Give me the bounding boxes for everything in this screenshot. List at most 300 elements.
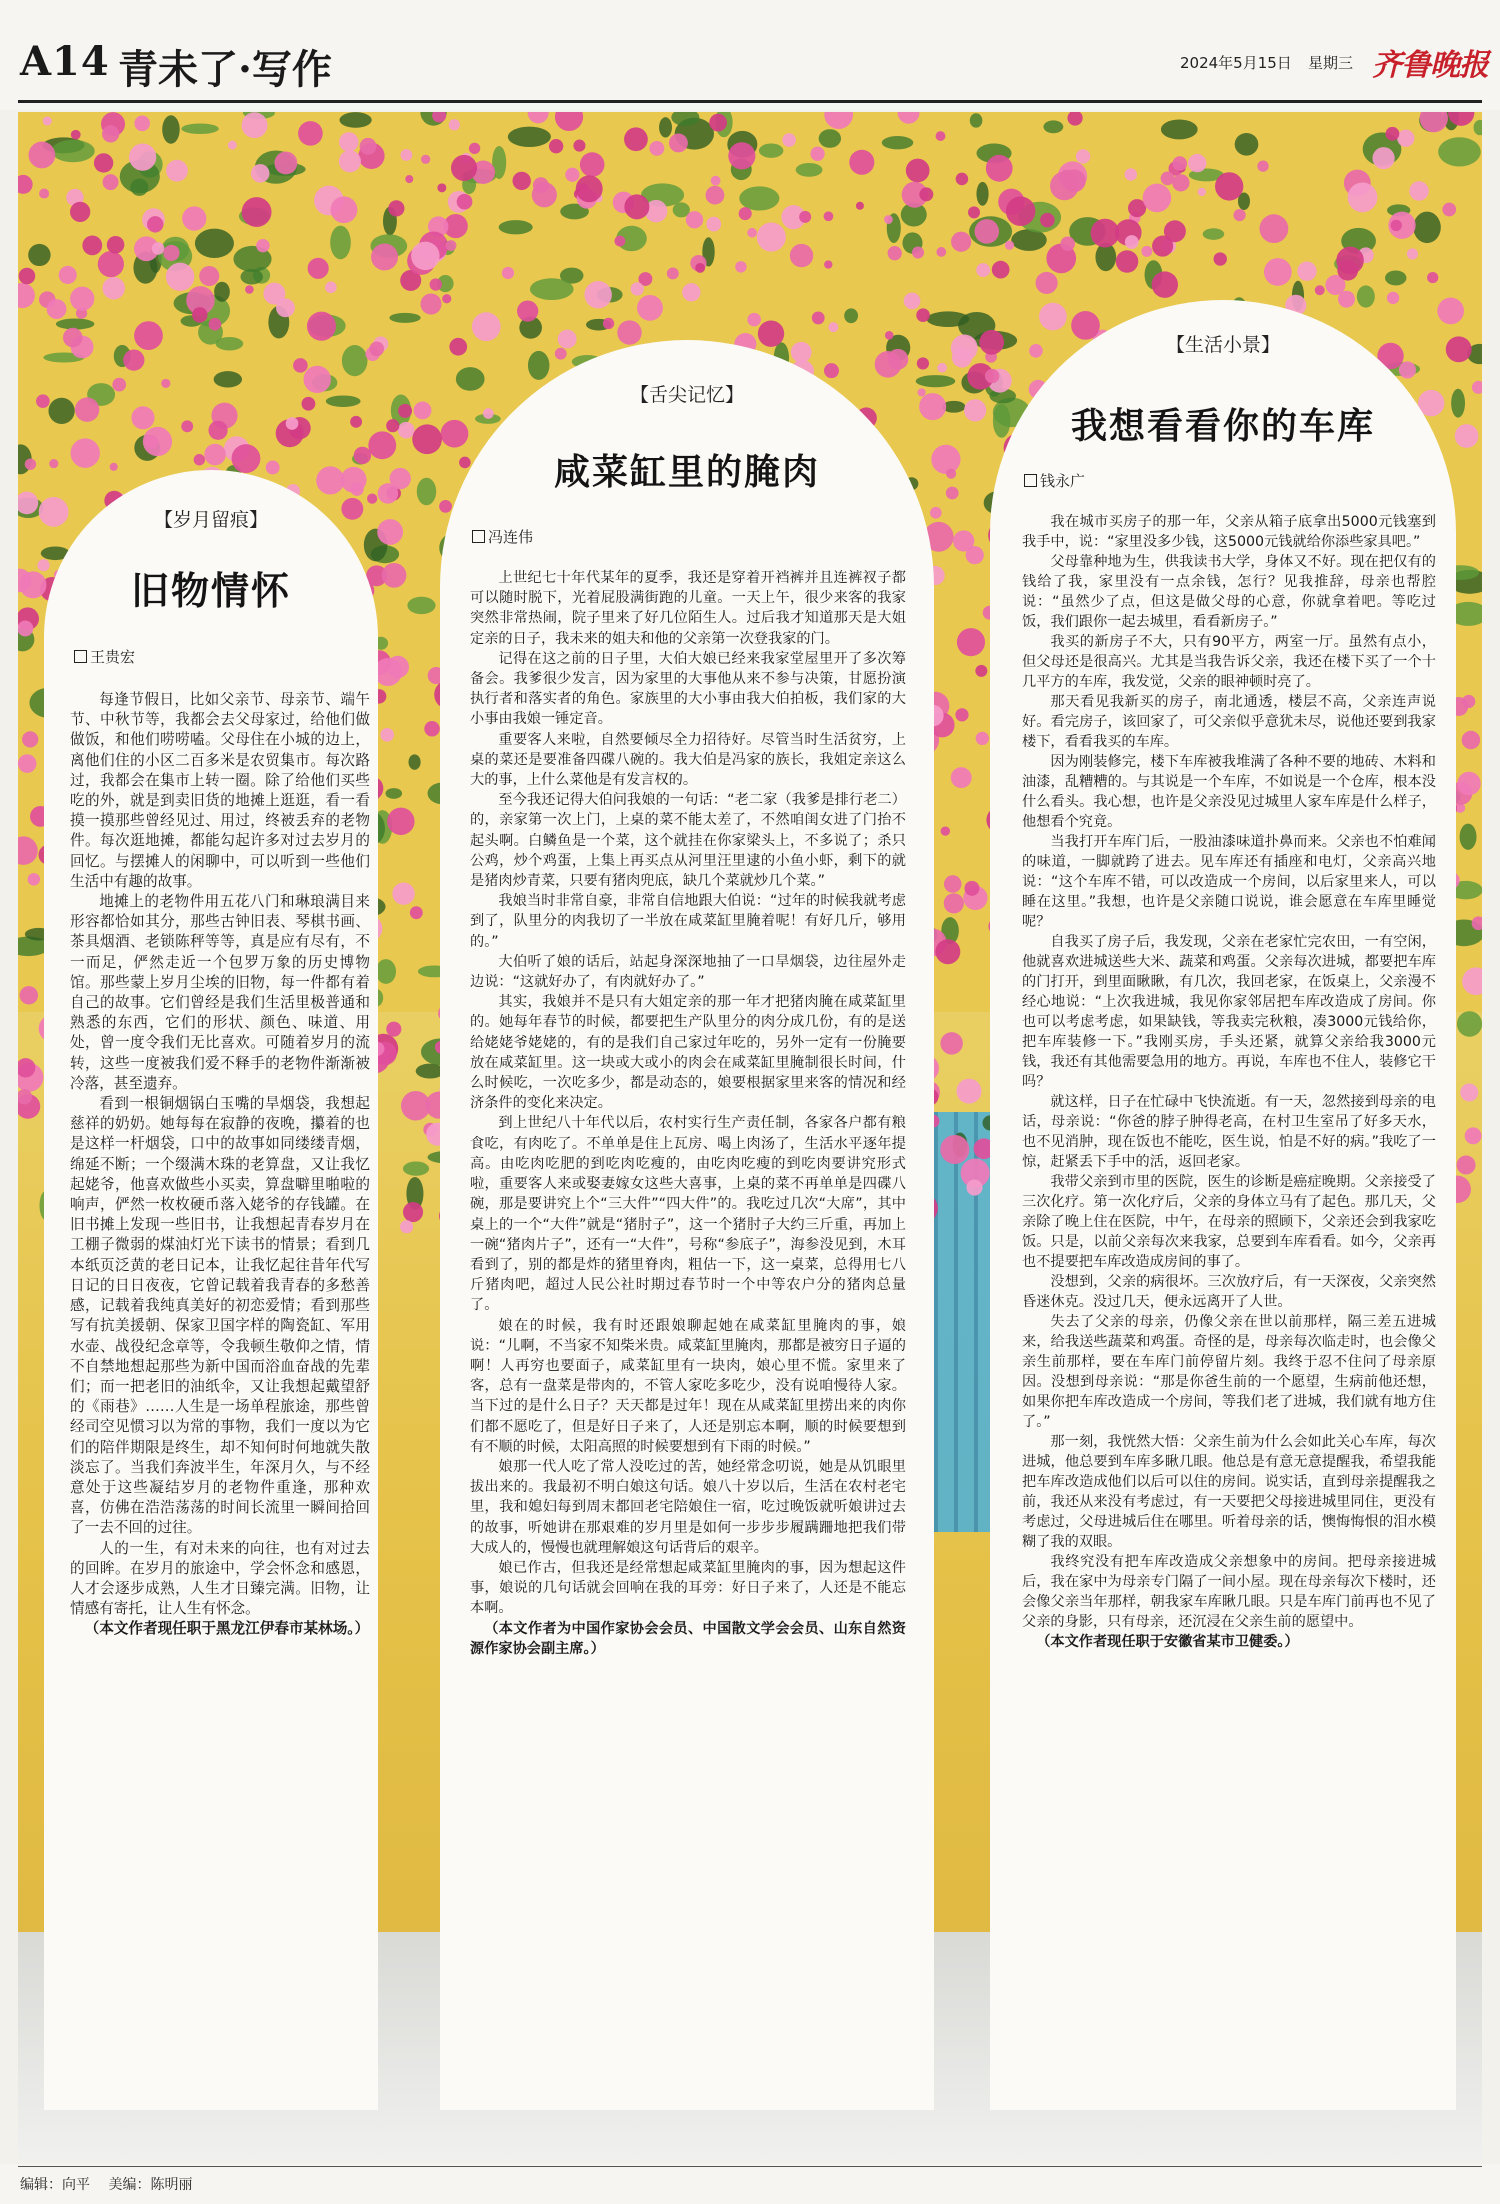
blossom bbox=[706, 217, 721, 232]
blossom bbox=[941, 826, 950, 835]
blossom bbox=[390, 468, 411, 489]
blossom bbox=[637, 295, 663, 321]
leaf bbox=[844, 308, 858, 323]
blossom bbox=[70, 202, 90, 222]
blossom bbox=[339, 150, 361, 172]
blossom bbox=[25, 459, 36, 470]
blossom bbox=[502, 267, 514, 279]
blossom bbox=[728, 142, 755, 169]
blossom bbox=[439, 500, 452, 513]
blossom bbox=[624, 127, 648, 151]
paragraph: 大伯听了娘的话后，站起身深深地抽了一口旱烟袋，边往屋外走边说：“这就好办了，有肉就好办了。” bbox=[470, 953, 906, 991]
page-header bbox=[0, 0, 1500, 110]
blossom bbox=[293, 358, 308, 373]
blossom bbox=[1198, 188, 1206, 196]
blossom bbox=[71, 438, 100, 467]
blossom bbox=[1372, 147, 1394, 169]
leaf bbox=[796, 163, 823, 177]
article-title: 旧物情怀 bbox=[130, 568, 291, 613]
paragraph: 就这样，日子在忙碌中飞快流逝。有一天，忽然接到母亲的电话，母亲说：“你爸的脖子肿得老高，在村卫生室吊了好多天水，也不见消肿，现在饭也不能吃，医生说，怕是不好的病。”我吃了一惊，赶紧丢下手中的活，返回老家。 bbox=[1022, 1094, 1436, 1170]
blossom bbox=[758, 320, 784, 346]
column-tag: 【生活小景】 bbox=[1165, 334, 1280, 356]
blossom bbox=[388, 200, 404, 216]
paragraph: 至今我还记得大伯问我娘的一句话：“老二家（我爹是排行老二）的，亲家第一次上门，上桌的菜不能太差了，不然咱闺女进了门抬不起头啊。白鳞鱼是一个菜，这个就挂在你家梁头上，不多说了；杀只公鸡，炒个鸡蛋，上集上再买点从河里汪里逮的小鱼小虾，剩下的就是猪肉炒青菜，只要有猪肉兜底，缺几个菜就炒几个菜。” bbox=[470, 792, 906, 890]
blossom bbox=[580, 152, 605, 177]
blossom bbox=[966, 1180, 982, 1196]
blossom bbox=[49, 459, 58, 468]
blossom bbox=[242, 112, 268, 138]
leaf bbox=[162, 115, 179, 143]
paragraph: 失去了父亲的母亲，仍像父亲在世以前那样，隔三差五进城来，给我送些蔬菜和鸡蛋。奇怪的是，母亲每次临走时，也会像父亲生前那样，要在车库门前停留片刻。我终于忍不住问了母亲原因。没想到母亲说：“那是你爸生前的一个愿望，生病前他还想，如果你把车库改造成一个房间，等我们老了进城，我们就有地方住了。” bbox=[1022, 1314, 1436, 1430]
blossom bbox=[1040, 213, 1054, 227]
blossom bbox=[1397, 130, 1414, 147]
blossom bbox=[1427, 272, 1438, 283]
leaf bbox=[417, 478, 436, 506]
blossom bbox=[403, 1202, 423, 1222]
blossom bbox=[558, 330, 577, 349]
blossom bbox=[669, 134, 688, 153]
blossom bbox=[957, 1079, 982, 1104]
blossom bbox=[935, 939, 960, 964]
blossom bbox=[946, 469, 956, 479]
blossom bbox=[152, 242, 165, 255]
blossom bbox=[986, 155, 1013, 182]
blossom bbox=[1060, 236, 1075, 251]
leaf bbox=[409, 754, 421, 769]
blossom bbox=[377, 519, 403, 545]
blossom bbox=[387, 808, 414, 835]
blossom bbox=[955, 708, 968, 721]
leaf bbox=[882, 136, 913, 149]
blossom bbox=[1336, 247, 1364, 275]
author-box-icon bbox=[1024, 474, 1037, 487]
blossom bbox=[20, 571, 47, 598]
blossom bbox=[1338, 291, 1355, 308]
paragraph: 没想到，父亲的病很坏。三次放疗后，有一天深夜，父亲突然昏迷休克。没过几天，便永远离开了人世。 bbox=[1022, 1274, 1436, 1310]
blossom bbox=[28, 873, 40, 885]
leaf bbox=[508, 127, 551, 147]
blossom bbox=[1091, 219, 1120, 248]
blossom bbox=[382, 563, 407, 588]
leaf bbox=[214, 371, 242, 387]
blossom bbox=[1407, 248, 1418, 259]
leaf bbox=[970, 113, 983, 127]
blossom bbox=[944, 875, 962, 893]
leaf bbox=[195, 229, 234, 258]
blossom bbox=[199, 266, 219, 286]
blossom bbox=[1399, 361, 1416, 378]
blossom bbox=[1387, 292, 1399, 304]
blossom bbox=[298, 121, 323, 146]
blossom bbox=[369, 342, 384, 357]
blossom bbox=[649, 141, 664, 156]
blossom bbox=[424, 721, 439, 736]
blossom bbox=[405, 175, 413, 183]
blossom bbox=[946, 487, 959, 500]
blossom bbox=[192, 307, 207, 322]
blossom bbox=[94, 153, 113, 172]
blossom bbox=[18, 175, 33, 194]
blossom bbox=[420, 293, 441, 314]
blossom bbox=[1006, 196, 1035, 225]
blossom bbox=[992, 261, 1010, 279]
blossom bbox=[134, 321, 163, 350]
blossom bbox=[856, 202, 864, 210]
blossom bbox=[331, 196, 358, 223]
blossom bbox=[75, 397, 99, 421]
blossom bbox=[411, 242, 440, 271]
paragraph: 到上世纪八十年代以后，农村实行生产责任制，各家各户都有粮食吃，有肉吃了。不单单是住上瓦房、喝上肉汤了，生活水平逐年提高。由吃肉吃肥的到吃肉吃瘦的，由吃肉吃瘦的到吃肉要讲究形式啦，重要客人来或娶妻嫁女这些大喜事，上桌的菜不再单单是四碟八碗，那是要讲究上个“三大件”“四大件”的。我吃过几次“大席”，其中桌上的一个“大件”就是“猪肘子”，这一个猪肘子大约三斤重，再加上一碗“猪肉片子”，还有一“大件”，号称“参底子”，海参没见到，木耳看到了，别的都是炸的猪里脊肉，粗估一下，这一桌菜，总得用七八斤猪肉吧，超过人民公社时期过春节时一个中等农户分的猪肉总量了。 bbox=[470, 1115, 906, 1314]
blossom bbox=[624, 194, 649, 219]
leaf bbox=[326, 395, 361, 407]
leaf bbox=[1460, 824, 1477, 850]
blossom bbox=[228, 141, 237, 150]
blossom bbox=[919, 187, 933, 201]
blossom bbox=[555, 112, 583, 131]
blossom bbox=[555, 348, 567, 360]
blossom bbox=[209, 318, 222, 331]
blossom bbox=[735, 261, 746, 272]
blossom bbox=[517, 300, 538, 321]
leaf bbox=[759, 143, 783, 157]
blossom bbox=[757, 223, 786, 252]
blossom bbox=[951, 767, 972, 788]
leaf bbox=[181, 123, 218, 134]
blossom bbox=[412, 424, 442, 454]
author-note: （本文作者现任职于安徽省某市卫健委。） bbox=[1036, 1634, 1299, 1650]
blossom bbox=[617, 320, 641, 344]
blossom bbox=[1409, 181, 1428, 200]
blossom bbox=[1442, 203, 1456, 217]
blossom bbox=[686, 211, 703, 228]
leaf bbox=[376, 959, 396, 984]
blossom bbox=[944, 893, 964, 913]
blossom bbox=[208, 421, 227, 440]
leaf bbox=[1161, 120, 1198, 140]
blossom bbox=[975, 665, 987, 677]
blossom bbox=[1161, 171, 1175, 185]
blossom bbox=[437, 183, 446, 192]
page-footer bbox=[0, 2164, 1500, 2204]
blossom bbox=[442, 294, 451, 303]
blossom bbox=[528, 112, 549, 123]
paragraph: 我在城市买房子的那一年，父亲从箱子底拿出5000元钱塞到我手中，说：“家里没多少钱，这5000元钱就给你添些家具吧。” bbox=[1022, 514, 1436, 550]
paragraph: 因为刚装修完，楼下车库被我堆满了各种不要的地砖、木料和油漆，乱糟糟的。与其说是一个车库，不如说是一个仓库，根本没什么看头。我心想，也许是父亲没见过城里人家车库是什么样子，他想看个究竟。 bbox=[1022, 754, 1436, 830]
blossom bbox=[102, 277, 125, 300]
blossom bbox=[449, 338, 467, 356]
leaf bbox=[214, 282, 230, 302]
blossom bbox=[339, 132, 358, 151]
blossom bbox=[964, 399, 986, 421]
blossom bbox=[930, 507, 942, 519]
blossom bbox=[964, 881, 979, 896]
article-author bbox=[472, 526, 533, 547]
blossom bbox=[533, 177, 549, 193]
blossom bbox=[398, 404, 412, 418]
leaf bbox=[1357, 285, 1375, 307]
leaf bbox=[1203, 228, 1225, 240]
blossom bbox=[134, 116, 150, 132]
leaf bbox=[339, 112, 371, 128]
blossom bbox=[1457, 772, 1481, 796]
paragraph: 人的一生，有对未来的向往，也有对过去的回眸。在岁月的旅途中，学会怀念和感恩，人才会逐步成熟，人生才日臻完满。旧物，让情感有寄托，让人生有怀念。 bbox=[70, 1539, 370, 1618]
blossom bbox=[325, 282, 337, 294]
blossom bbox=[1164, 220, 1186, 242]
blossom bbox=[350, 483, 363, 496]
blossom bbox=[181, 420, 193, 432]
blossom bbox=[884, 215, 893, 224]
blossom bbox=[976, 732, 989, 745]
blossom bbox=[161, 379, 170, 388]
leaf bbox=[1413, 212, 1441, 243]
blossom bbox=[810, 147, 824, 161]
blossom bbox=[985, 369, 999, 383]
blossom bbox=[1039, 303, 1067, 331]
blossom bbox=[451, 155, 477, 181]
blossom bbox=[824, 260, 832, 268]
blossom bbox=[573, 140, 585, 152]
leaf bbox=[1043, 120, 1063, 133]
paragraph: 其实，我娘并不是只有大姐定亲的那一年才把猪肉腌在咸菜缸里的。她每年春节的时候，都要把生产队里分的肉分成几份，有的是送给姥姥爷姥姥的，有的是我们自己家过年吃的，另外一定有一份腌要放在咸菜缸里。这一块或大或小的肉会在咸菜缸里腌制很长时间，什么时候吃，一次吃多少，都是动态的，娘要根据家里来客的情况和经济条件的变化来决定。 bbox=[470, 994, 906, 1112]
paragraph: 娘在的时候，我有时还跟娘聊起她在咸菜缸里腌肉的事，娘说：“儿啊，不当家不知柴米贵。咸菜缸里腌肉，那都是被穷日子逼的啊！人再穷也要面子，咸菜缸里有一块肉，娘心里不慌。家里来了客，总有一盘菜是带肉的，不管人家吃多吃少，没有说咱慢待人家。当下过的是什么日子？天天都是过年！现在从咸菜缸里捞出来的肉你们都不愿吃了，但是好日子来了，人还是别忘本啊，顺的时候要想到有不顺的时候，太阳高照的时候要想到有下雨的时候。” bbox=[470, 1317, 906, 1455]
blossom bbox=[1462, 967, 1482, 995]
blossom bbox=[457, 194, 473, 210]
footer-rule bbox=[18, 2166, 1482, 2167]
blossom bbox=[565, 168, 579, 182]
blossom bbox=[1067, 112, 1082, 126]
blossom bbox=[1391, 220, 1402, 231]
blossom bbox=[400, 1220, 413, 1233]
blossom bbox=[888, 246, 902, 260]
blossom bbox=[1076, 149, 1090, 163]
blossom bbox=[129, 143, 156, 170]
blossom bbox=[39, 188, 49, 198]
header-rule bbox=[18, 100, 1482, 103]
blossom bbox=[123, 349, 144, 370]
blossom bbox=[1143, 184, 1172, 213]
paragraph: 那天看见我新买的房子，南北通透，楼层不高，父亲连声说好。看完房子，该回家了，可父亲似乎意犹未尽，说他还要到我家楼下，看看我买的车库。 bbox=[1022, 694, 1436, 750]
paragraph: 重要客人来啦，自然要倾尽全力招待好。尽管当时生活贫穷，上桌的菜还是要准备四碟八碗的。我大伯是冯家的族长，我姐定亲这么大的事，上什么菜他是有发言权的。 bbox=[470, 731, 906, 789]
author-note: （本文作者现任职于黑龙江伊春市某林场。） bbox=[84, 1620, 370, 1638]
leaf bbox=[530, 278, 574, 300]
paragraph: 娘已作古，但我还是经常想起咸菜缸里腌肉的事，因为想起这件事，娘说的几句话就会回响在我的耳旁：好日子来了，人还是不能忘本啊。 bbox=[470, 1559, 906, 1617]
blossom bbox=[392, 882, 414, 904]
blossom bbox=[1462, 731, 1481, 750]
blossom bbox=[1259, 214, 1288, 243]
blossom bbox=[446, 240, 457, 251]
blossom bbox=[386, 419, 399, 432]
blossom bbox=[414, 402, 432, 420]
blossom bbox=[401, 149, 413, 161]
blossom bbox=[421, 155, 430, 164]
leaf bbox=[1474, 120, 1482, 135]
blossom bbox=[747, 313, 761, 327]
blossom bbox=[469, 143, 480, 154]
blossom bbox=[286, 417, 299, 430]
blossom bbox=[1297, 262, 1316, 281]
blossom bbox=[1172, 174, 1189, 191]
blossom bbox=[102, 125, 119, 142]
blossom bbox=[957, 628, 985, 656]
leaf bbox=[389, 313, 420, 323]
article-body bbox=[470, 568, 906, 1659]
page-number: A14 bbox=[20, 38, 110, 85]
blossom bbox=[790, 244, 813, 267]
author-name: 王贵宏 bbox=[90, 648, 136, 666]
blossom bbox=[912, 247, 924, 259]
blossom bbox=[1457, 1155, 1476, 1174]
blossom bbox=[194, 454, 205, 465]
blossom bbox=[430, 278, 442, 290]
leaf bbox=[739, 186, 779, 210]
blossom bbox=[18, 283, 35, 308]
designer-credit: 美编：陈明丽 bbox=[108, 2177, 193, 2193]
blossom bbox=[1465, 1127, 1482, 1144]
blossom bbox=[18, 754, 36, 773]
blossom bbox=[1472, 381, 1482, 394]
blossom bbox=[71, 130, 81, 140]
blossom bbox=[709, 114, 727, 132]
blossom bbox=[791, 342, 812, 363]
paragraph: 父母靠种地为生，供我读书大学，身体又不好。现在把仅有的钱给了我，家里没有一点余钱，怎行？见我推辞，母亲也帮腔说：“虽然少了点，但这是做父母的心意，你就拿着吧。等吃过饭，我们跟你一起去城里，看看新房子。” bbox=[1022, 554, 1436, 630]
blossom bbox=[307, 312, 336, 341]
blossom bbox=[1257, 161, 1268, 172]
leaf bbox=[659, 117, 672, 137]
blossom bbox=[166, 263, 194, 291]
blossom bbox=[18, 836, 38, 865]
blossom bbox=[1233, 209, 1245, 221]
blossom bbox=[19, 268, 36, 285]
blossom bbox=[898, 112, 920, 124]
blossom bbox=[316, 466, 344, 494]
article-title: 咸菜缸里的腌肉 bbox=[553, 451, 820, 493]
blossom bbox=[1125, 168, 1138, 181]
blossom bbox=[98, 251, 124, 277]
blossom bbox=[386, 1022, 401, 1037]
credits bbox=[20, 2174, 206, 2194]
article-title: 我想看看你的车库 bbox=[1070, 405, 1375, 447]
blossom bbox=[36, 394, 50, 408]
blossom bbox=[204, 444, 226, 466]
blossom bbox=[266, 461, 280, 475]
blossom bbox=[112, 378, 126, 392]
blossom bbox=[1215, 172, 1243, 200]
blossom bbox=[472, 312, 501, 341]
author-name: 钱永广 bbox=[1040, 472, 1086, 490]
leaf bbox=[240, 269, 262, 284]
blossom bbox=[940, 1135, 969, 1164]
blossom bbox=[354, 447, 371, 464]
blossom bbox=[302, 397, 316, 411]
blossom bbox=[584, 281, 611, 308]
blossom bbox=[1462, 695, 1475, 708]
blossom bbox=[22, 731, 38, 747]
blossom bbox=[1348, 182, 1378, 212]
blossom bbox=[1125, 235, 1139, 249]
blossom bbox=[906, 159, 930, 183]
paragraph: 看到一根铜烟锅白玉嘴的旱烟袋，我想起慈祥的奶奶。她每每在寂静的夜晚，攥着的也是这样一杆烟袋，口中的故事如同缕缕青烟，绵延不断；一个缀满木珠的老算盘，又让我忆起姥爷，他喜欢做些小买卖，算盘噼里啪啦的响声，俨然一枚枚硬币落入姥爷的存钱罐。在旧书摊上发现一些旧书，让我想起青春岁月在工棚子微弱的煤油灯光下读书的情景；看到几本纸页泛黄的老日记本，让我忆起往昔年代写日记的日日夜夜，它曾记载着我青春的多愁善感，记载着我纯真美好的初恋爱情；看到那些写有抗美援朝、保家卫国字样的陶瓷缸、军用水壶、战役纪念章等，令我顿生敬仰之情，情不自禁地想起那些为新中国而浴血奋战的先辈们；而一把老旧的油纸伞，又让我想起戴望舒的《雨巷》……人生是一场单程旅途，那些曾经司空见惯习以为常的事物，我们一度以为它们的陪伴期限是终生，却不知何时何地就失散淡忘了。当我们奔波半生，年深月久，与不经意处于这些凝结岁月的老物件重逢，那种欢喜，仿佛在浩浩荡荡的时间长流里一瞬间拾回了一去不回的过往。 bbox=[70, 1095, 370, 1537]
blossom bbox=[350, 416, 362, 428]
blossom bbox=[483, 408, 494, 419]
blossom bbox=[711, 176, 721, 186]
blossom bbox=[20, 986, 38, 1004]
blossom bbox=[256, 239, 269, 252]
paragraph: 我买的新房子不大，只有90平方，两室一厅。虽然有点小，但父母还是很高兴。尤其是当我告诉父亲，我还在楼下买了一个十几平方的车库，我发觉，父亲的眼神顿时亮了。 bbox=[1022, 634, 1436, 690]
blossom bbox=[706, 186, 725, 205]
leaf bbox=[1438, 137, 1481, 166]
paragraph: 上世纪七十年代某年的夏季，我还是穿着开裆裤并且连裤衩子都可以随时脱下，光着屁股满街跑的儿童。一天上午，很少来客的我家突然非常热闹，院子里来了好几位陌生人。过后我才知道那天是大姐定亲的日子，我未来的姐夫和他的父亲第一次登我家的门。 bbox=[470, 570, 906, 647]
blossom bbox=[401, 1091, 430, 1120]
blossom bbox=[937, 363, 947, 373]
blossom bbox=[371, 243, 398, 270]
paragraph: 娘那一代人吃了常人没吃过的苦，她经常念叨说，她是从饥眼里拔出来的。我最初不明白娘这句话。娘八十岁以后，生活在农村老宅里，我和媳妇每到周末都回老宅陪娘住一宿，吃过晚饭就听娘讲过去的故事，听她讲在那艰难的岁月里是如何一步步步履蹒跚地把我们带大成人的，慢慢也就理解娘这句话背后的艰辛。 bbox=[470, 1458, 906, 1556]
blossom bbox=[976, 263, 990, 277]
blossom bbox=[107, 236, 125, 254]
blossom bbox=[18, 620, 33, 636]
leaf bbox=[1457, 1011, 1482, 1037]
blossom bbox=[576, 175, 603, 202]
leaf bbox=[386, 788, 403, 799]
blossom bbox=[695, 263, 705, 273]
blossom bbox=[1005, 241, 1014, 250]
leaf bbox=[528, 351, 549, 380]
blossom bbox=[875, 351, 902, 378]
article-author bbox=[1024, 470, 1085, 491]
blossom bbox=[824, 211, 834, 221]
blossom bbox=[110, 463, 118, 471]
blossom bbox=[245, 285, 254, 294]
author-box-icon bbox=[74, 650, 87, 663]
leaf bbox=[976, 182, 988, 206]
article-author bbox=[74, 646, 135, 667]
blossom bbox=[812, 312, 825, 325]
blossom bbox=[1214, 252, 1227, 265]
column-tag: 【岁月留痕】 bbox=[153, 509, 268, 531]
blossom bbox=[975, 219, 1000, 244]
blossom bbox=[614, 236, 625, 247]
leaf bbox=[28, 244, 50, 266]
blossom bbox=[1036, 272, 1058, 294]
blossom bbox=[739, 207, 752, 220]
blossom bbox=[63, 328, 83, 348]
blossom bbox=[29, 142, 56, 169]
blossom bbox=[953, 530, 974, 551]
blossom bbox=[1188, 154, 1206, 172]
blossom bbox=[931, 445, 960, 474]
blossom bbox=[1386, 127, 1400, 141]
paragraph: 当我打开车库门后，一股油漆味道扑鼻而来。父亲也不怕难闻的味道，一脚就跨了进去。见车库还有插座和电灯，父亲高兴地说：“这个车库不错，可以改造成一个房间，以后家里来人，可以睡在这里。”我想，也许是父亲随口说说，谁会愿意在车库里睡觉呢？ bbox=[1022, 834, 1436, 930]
paragraph: 记得在这之前的日子里，大伯大娘已经来我家堂屋里开了多次筹备会。我爹很少发言，因为家里的大事他从来不参与决策，甘愿扮演执行者和落实者的角色。家族里的大小事由我大伯拍板，我们家的大小事由我娘一锤定音。 bbox=[470, 650, 906, 728]
leaf bbox=[499, 220, 533, 234]
blossom bbox=[667, 268, 679, 280]
author-box-icon bbox=[472, 530, 485, 543]
blossom bbox=[824, 112, 853, 129]
section-title: 青未了·写作 bbox=[118, 46, 332, 93]
blossom bbox=[263, 283, 285, 305]
blossom bbox=[603, 318, 614, 329]
blossom bbox=[782, 133, 796, 147]
blossom bbox=[951, 334, 978, 361]
blossom bbox=[936, 131, 946, 141]
blossom bbox=[682, 283, 700, 301]
blossom bbox=[1315, 285, 1325, 295]
blossom bbox=[916, 308, 930, 322]
blossom bbox=[251, 164, 270, 183]
paragraph: 我带父亲到市里的医院，医生的诊断是癌症晚期。父亲接受了三次化疗。第一次化疗后，父亲的身体立马有了起色。那几天，父亲除了晚上住在医院，中午，在母亲的照顾下，父亲还会到我家吃饭。只是，以前父亲每次来我家，总要到车库看看。如今，父亲再也不提要把车库改造成房间的事了。 bbox=[1022, 1174, 1436, 1270]
leaf bbox=[51, 140, 94, 162]
editor-credit: 编辑：向平 bbox=[20, 2177, 90, 2193]
blossom bbox=[968, 206, 980, 218]
